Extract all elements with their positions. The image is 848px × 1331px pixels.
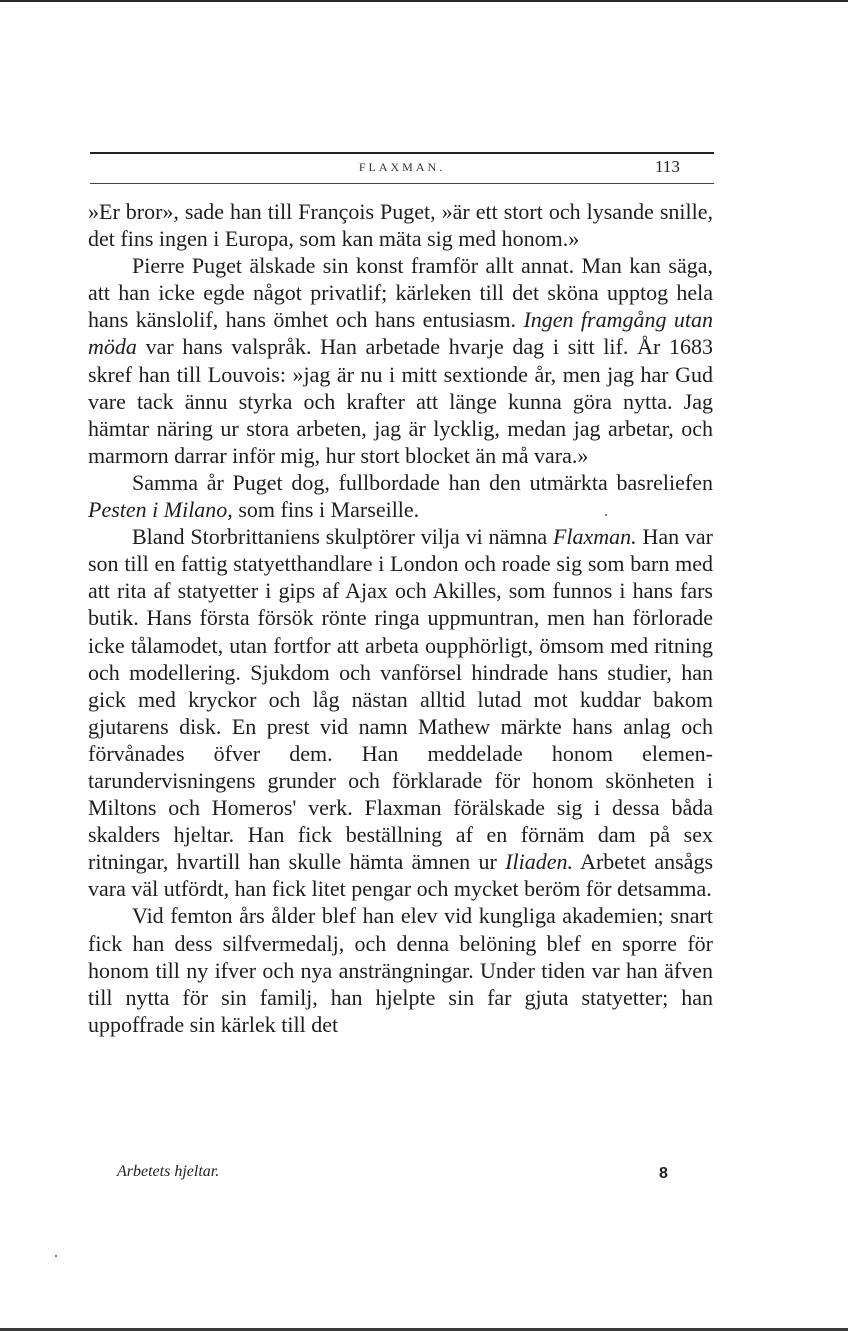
paragraph-2-text-b: var hans valspråk. Han arbetade hvarje dag i sitt lif. År 1683 skref han till Louvois: »jag är nu i mitt sextionde år, men jag har Gud vare tack ännu styrka och krafter att länge kunna göra nytta. Jag hämtar näring ur stora arbeten, jag är lycklig, medan jag arbetar, och marmorn darrar inför mig, hur stort blocket än må vara.» <box>88 334 713 468</box>
paragraph-3-text-a: Samma år Puget dog, fullbordade han den utmärkta basreliefen <box>132 469 713 495</box>
paragraph-4-text-c: Arbetet ansågs vara väl utfördt, han fick litet pengar och mycket beröm för detsamma. <box>88 849 713 902</box>
paragraph-5-text: Vid femton års ålder blef han elev vid kungliga akademien; snart fick han dess silfvermedalj, och denna belöning blef en sporre för honom till ny ifver och nya ansträngningar. Under tiden var han äfven till nytta för sin familj, han hjelpte sin far gjuta statyetter; han uppoffrade sin kärlek till det <box>88 903 713 1037</box>
running-title: FLAXMAN. <box>358 160 446 174</box>
paragraph-4-text-a: Bland Storbrittaniens skulptörer vilja vi nämna <box>132 524 553 550</box>
scan-edge-top <box>0 0 848 2</box>
paragraph-4 <box>88 523 713 902</box>
flaxman-italic: Flaxman. <box>552 524 637 550</box>
scan-speck <box>605 514 607 516</box>
body-text <box>88 198 713 1038</box>
scan-speck <box>55 1255 57 1257</box>
footer-signature: Arbetets hjeltar. <box>117 1163 220 1180</box>
motto-italic: Ingen framgång utan möda <box>88 307 713 360</box>
iliad-italic: Iliaden. <box>505 849 573 875</box>
paragraph-3-text-b: som fins i Marseille. <box>232 497 420 523</box>
paragraph-5 <box>88 902 713 1037</box>
page-number: 113 <box>655 157 680 176</box>
paragraph-3 <box>88 469 713 523</box>
paragraph-1 <box>88 198 713 252</box>
header-rule-top <box>90 152 714 154</box>
paragraph-1-text: »Er bror», sade han till François Puget, »är ett stort och lysande snille, det fins ingen i Europa, som kan mäta sig med honom.» <box>88 199 713 252</box>
paragraph-4-text-b: Han var son till en fattig statyetthandlare i London och roade sig som barn med att rita af statyetter i gips af Ajax och Akilles, som funnos i hans fars butik. Hans första försök rönte ringa uppmuntran, men han förlorade icke tålamodet, utan fortfor att arbeta oupphörligt, ömsom med ritning och modellering. Sjukdom och vanförsel hindrade hans studier, han gick med kryckor och låg nästan alltid lutad mot kuddar bakom gjutarens disk. En prest vid namn Mathew märkte hans anlag och förvånades öfver dem. Han meddelade honom elementarundervisningens grunder och förklarade för honom skönheten i Miltons och Homeros' verk. Flaxman förälskade sig i dessa båda skalders hjeltar. Han fick beställning af en förnäm dam på sex ritningar, hvartill han skulle hämta ämnen ur <box>88 524 713 875</box>
header-rule-bottom <box>90 183 714 184</box>
artwork-title-italic: Pesten i Milano, <box>88 497 233 523</box>
footer-sheet-mark: 8 <box>659 1165 668 1182</box>
paragraph-2-text-a: Pierre Puget älskade sin konst framför allt annat. Man kan säga, att han icke egde något privatlif; kärleken till det sköna upptog hela hans känslolif, hans ömhet och hans entusiasm. <box>88 253 713 333</box>
paragraph-2 <box>88 252 713 469</box>
